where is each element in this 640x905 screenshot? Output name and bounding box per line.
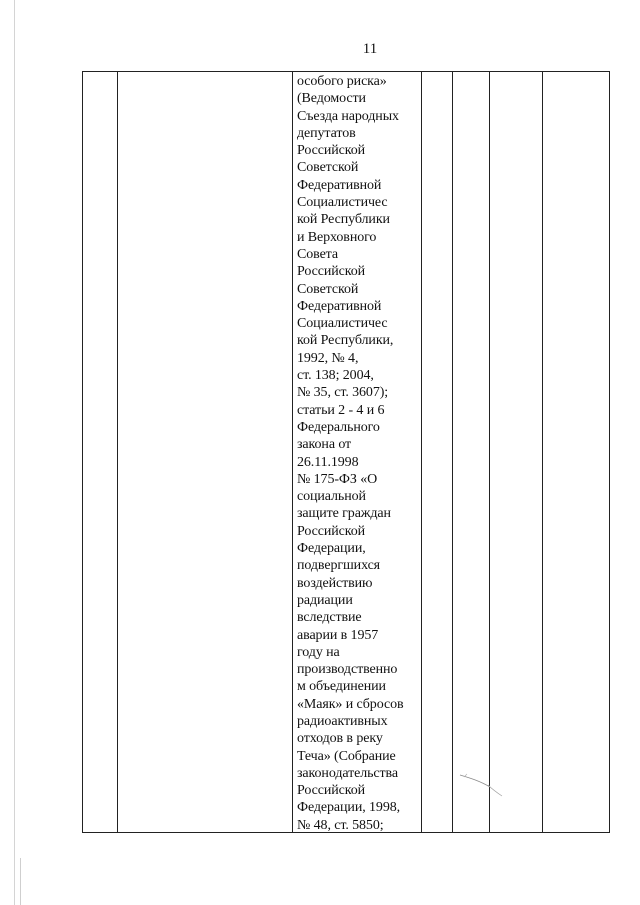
law-cell-line: Социалистичес	[297, 316, 388, 332]
column-divider-2	[292, 71, 293, 833]
law-cell-line: Федеративной	[297, 177, 382, 193]
law-cell-line: и Верховного	[297, 229, 377, 245]
law-cell-line: ст. 138; 2004,	[297, 368, 374, 384]
law-cell-line: воздействию	[297, 575, 373, 591]
column-divider-3	[421, 71, 422, 833]
law-cell-line: Теча» (Собрание	[297, 748, 396, 764]
law-cell-line: 26.11.1998	[297, 454, 359, 470]
law-cell-line: аварии в 1957	[297, 627, 379, 643]
law-cell-line: Российской	[297, 523, 365, 539]
column-divider-4	[452, 71, 453, 833]
law-cell-line: «Маяк» и сбросов	[297, 696, 404, 712]
law-cell-line: Федерального	[297, 419, 380, 435]
law-cell-line: вследствие	[297, 610, 362, 626]
law-cell-line: Российской	[297, 783, 365, 799]
law-cell-line: Российской	[297, 264, 365, 280]
law-cell-line: отходов в реку	[297, 731, 383, 747]
law-cell-line: депутатов	[297, 125, 356, 141]
column-divider-5	[489, 71, 490, 833]
law-cell-line: № 48, ст. 5850;	[297, 817, 384, 833]
law-cell-line: № 175-ФЗ «О	[297, 471, 378, 487]
law-cell-line: Федеративной	[297, 298, 382, 314]
law-cell-line: году на	[297, 644, 340, 660]
law-cell-line: м объединении	[297, 679, 386, 695]
scan-edge-line	[14, 0, 15, 905]
law-cell-line: Съезда народных	[297, 108, 399, 124]
law-cell-line: особого риска»	[297, 74, 387, 89]
law-cell-line: социальной	[297, 489, 366, 505]
law-cell-line: кой Республики,	[297, 333, 394, 349]
law-cell-line: закона от	[297, 437, 352, 453]
law-cell-line: Российской	[297, 143, 365, 159]
law-cell-line: Советской	[297, 281, 359, 297]
law-cell-line: защите граждан	[297, 506, 391, 522]
law-cell-line: Федерации,	[297, 541, 366, 557]
law-cell-line: радиации	[297, 592, 353, 608]
law-cell-line: подвергшихся	[297, 558, 381, 574]
column-divider-6	[542, 71, 543, 833]
pen-mark-icon	[458, 772, 504, 798]
law-cell-line: 1992, № 4,	[297, 350, 359, 366]
law-cell-line: кой Республики	[297, 212, 390, 228]
law-cell-line: производственно	[297, 662, 398, 678]
law-cell-line: Федерации, 1998,	[297, 800, 401, 816]
law-cell-line: № 35, ст. 3607);	[297, 385, 389, 401]
law-cell-line: (Ведомости	[297, 91, 366, 107]
law-cell-line: законодательства	[297, 765, 398, 781]
law-cell-line: Советской	[297, 160, 359, 176]
page-number: 11	[362, 41, 378, 57]
law-cell-line: радиоактивных	[297, 713, 388, 729]
scan-edge-bottom-line	[20, 858, 21, 905]
column-divider-1	[117, 71, 118, 833]
document-table	[82, 71, 610, 833]
law-cell-line: статьи 2 - 4 и 6	[297, 402, 385, 418]
law-cell-line: Совета	[297, 246, 338, 262]
law-reference-cell	[297, 73, 419, 834]
law-cell-line: Социалистичес	[297, 195, 388, 211]
